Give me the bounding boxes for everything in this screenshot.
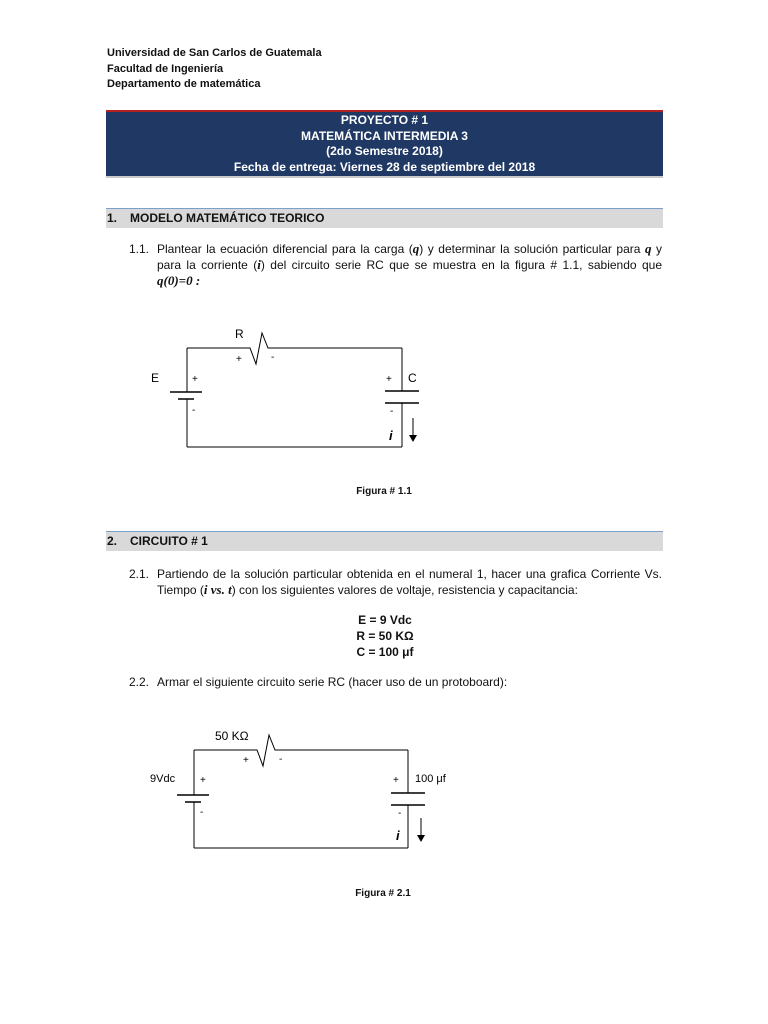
resistor-label: R bbox=[235, 327, 244, 341]
capacitance-value: C = 100 μf bbox=[356, 645, 414, 659]
figure-caption-1-1: Figura # 1.1 bbox=[356, 486, 412, 497]
parameter-values bbox=[300, 612, 470, 660]
university-name: Universidad de San Carlos de Guatemala bbox=[107, 47, 322, 59]
faculty-name: Facultad de Ingeniería bbox=[107, 63, 224, 75]
capacitor-label: 100 μf bbox=[415, 773, 446, 785]
capacitor-plus: + bbox=[393, 775, 399, 786]
course-title: MATEMÁTICA INTERMEDIA 3 bbox=[301, 128, 468, 143]
section-title: MODELO MATEMÁTICO TEORICO bbox=[130, 211, 325, 225]
section-number: 2. bbox=[107, 534, 118, 548]
resistor-label: 50 KΩ bbox=[215, 729, 249, 743]
section-number: 1. bbox=[107, 211, 118, 225]
current-label: i bbox=[389, 428, 393, 443]
math-initial-condition: q(0)=0 : bbox=[157, 273, 201, 288]
resistance-value: R = 50 KΩ bbox=[356, 629, 414, 643]
source-plus: + bbox=[192, 374, 198, 385]
capacitor-plus: + bbox=[386, 374, 392, 385]
circuit-top-wire bbox=[187, 333, 402, 364]
resistor-minus: - bbox=[279, 754, 283, 765]
item-2-1 bbox=[129, 566, 662, 598]
source-label: E bbox=[151, 371, 160, 385]
item-text: Partiendo de la solución particular obtenida en el numeral 1, hacer una grafica Corriente Vs. Tiempo (i vs. t) con los siguientes valores de voltaje, resistencia y capacitancia: bbox=[157, 567, 662, 597]
due-date: Fecha de entrega: Viernes 28 de septiembre del 2018 bbox=[233, 159, 536, 174]
semester: (2do Semestre 2018) bbox=[326, 144, 443, 158]
item-2-2 bbox=[129, 674, 662, 690]
item-number: 2.2. bbox=[129, 675, 150, 689]
circuit-diagram-2 bbox=[177, 735, 425, 848]
section-title: CIRCUITO # 1 bbox=[130, 534, 208, 548]
current-arrow-head bbox=[409, 435, 417, 442]
capacitor-label: C bbox=[408, 371, 417, 385]
source-minus: - bbox=[200, 807, 204, 818]
section-heading-2 bbox=[106, 531, 663, 551]
item-text: Armar el siguiente circuito serie RC (hacer uso de un protoboard): bbox=[157, 675, 508, 689]
math-q: q bbox=[644, 241, 652, 256]
capacitor-minus: - bbox=[398, 808, 402, 819]
current-label: i bbox=[396, 828, 400, 843]
current-arrow-head bbox=[417, 835, 425, 842]
project-title: PROYECTO # 1 bbox=[340, 113, 429, 127]
voltage-value: E = 9 Vdc bbox=[358, 613, 412, 627]
item-number: 2.1. bbox=[129, 567, 150, 581]
resistor-plus: + bbox=[243, 755, 249, 766]
math-q: q bbox=[412, 241, 420, 256]
math-i-vs-t: i vs. t bbox=[203, 582, 232, 597]
figure-caption-2-1: Figura # 2.1 bbox=[355, 888, 411, 899]
math-i: i bbox=[257, 257, 261, 272]
resistor-plus: + bbox=[236, 354, 242, 365]
source-label: 9Vdc bbox=[150, 773, 176, 785]
capacitor-minus: - bbox=[390, 406, 394, 417]
source-minus: - bbox=[192, 405, 196, 416]
department-name: Departamento de matemática bbox=[107, 78, 261, 90]
resistor-minus: - bbox=[271, 352, 275, 363]
source-plus: + bbox=[200, 775, 206, 786]
item-text: Plantear la ecuación diferencial para la carga (q) y determinar la solución particular para q y para la corriente (i) del circuito serie RC que se muestra en la figura # 1.1, sabiendo que q(0)=0 : bbox=[157, 241, 663, 288]
item-number: 1.1. bbox=[129, 242, 150, 256]
